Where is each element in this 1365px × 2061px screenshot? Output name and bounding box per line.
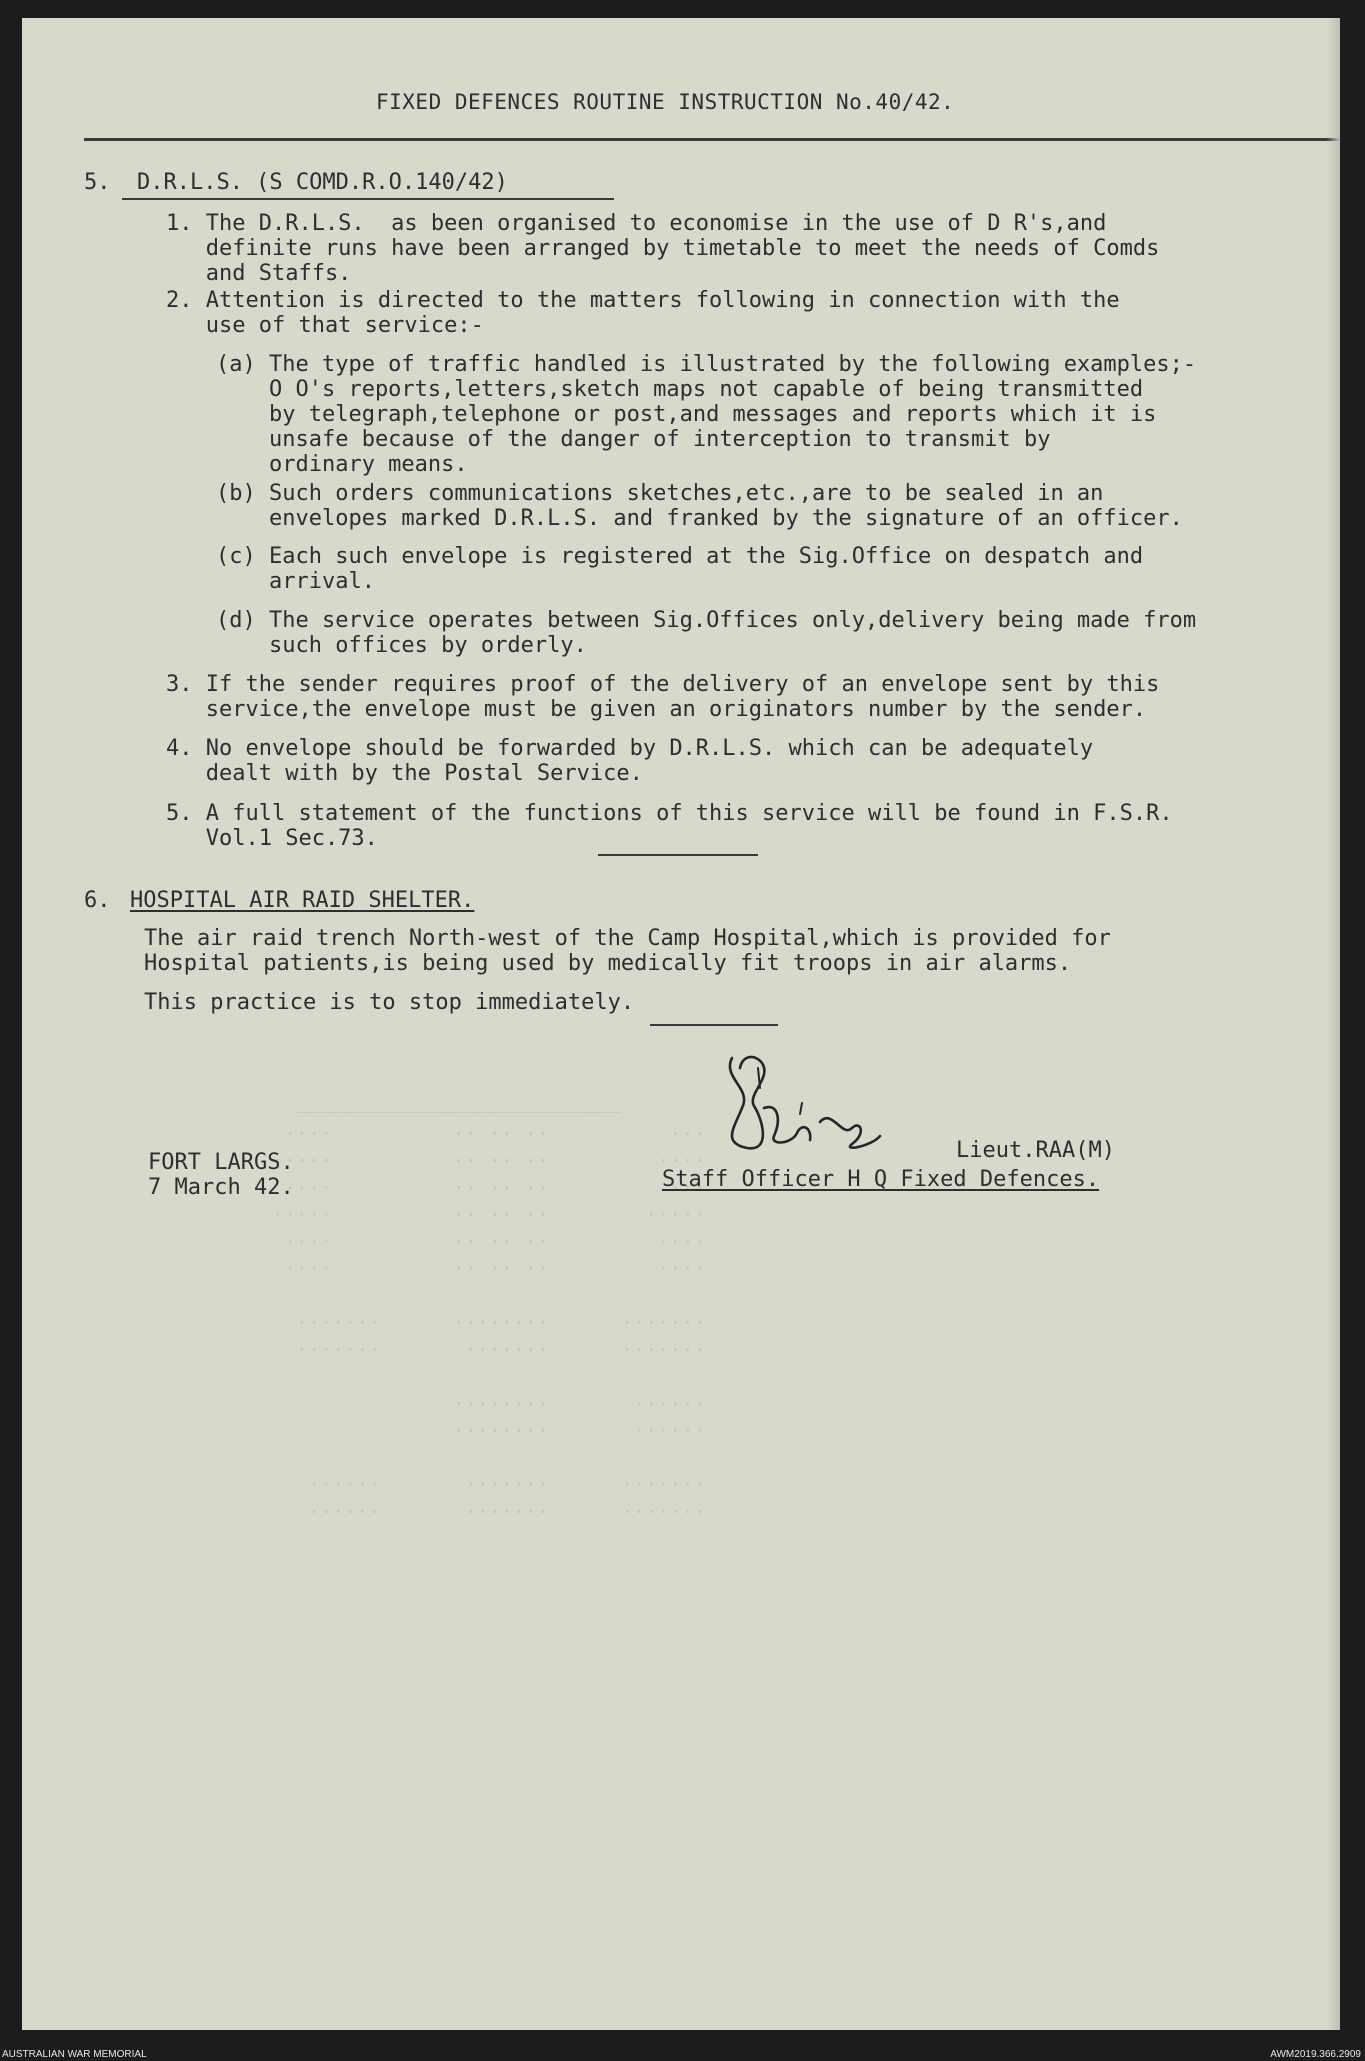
section-5-para-3: 3. If the sender requires proof of the delivery of an envelope sent by this service,the envelope must be given an originators number by the sender. bbox=[166, 672, 1160, 722]
archive-footer bbox=[0, 2048, 1365, 2061]
title-rule bbox=[84, 138, 1340, 141]
handwritten-signature bbox=[702, 1048, 902, 1168]
signatory-appointment: Staff Officer H Q Fixed Defences. bbox=[662, 1167, 1100, 1192]
section-5-para-1: 1. The D.R.L.S. as been organised to economise in the use of D R's,and definite runs have been arranged by timetable to meet the needs of Comds and Staffs. bbox=[166, 211, 1160, 286]
section-6-para-2: This practice is to stop immediately. bbox=[144, 990, 635, 1015]
section-5-sub-b: (b) Such orders communications sketches,etc.,are to be sealed in an envelopes marked D.R.L.S. and franked by the signature of an officer. bbox=[216, 481, 1183, 531]
section-6-heading: HOSPITAL AIR RAID SHELTER. bbox=[130, 888, 475, 913]
section-6-number: 6. bbox=[84, 888, 111, 913]
section-5-end-rule bbox=[598, 854, 758, 856]
section-5-heading bbox=[84, 170, 508, 195]
section-5-para-2: 2. Attention is directed to the matters following in connection with the use of that service:- bbox=[166, 288, 1120, 338]
signatory-rank: Lieut.RAA(M) bbox=[956, 1138, 1115, 1163]
section-5-heading-text: 5. D.R.L.S. (S COMD.R.O.140/42) bbox=[84, 170, 508, 195]
section-5-sub-d: (d) The service operates between Sig.Offices only,delivery being made from such offices by orderly. bbox=[216, 608, 1197, 658]
document-title: FIXED DEFENCES ROUTINE INSTRUCTION No.40/42. bbox=[376, 90, 955, 114]
section-5-sub-a: (a) The type of traffic handled is illustrated by the following examples;- O O's reports,letters,sketch maps not capable of being transmitted by telegraph,telephone or post,and messages and reports which it is unsafe because of the danger of interception to transmit by ordinary means. bbox=[216, 352, 1197, 477]
show-through-ghost-text: ___________________________ ... .. .. .. .... .... .. .. .. ..... ... .. .. .. .... ..... .. .. .. ..... .... .. .. .. .... .... .. .. .. .... ....... ........ ....... ....... ....... ....... ...... ........ ...... ........ ....... ....... ...... ....... ....... ...... bbox=[272, 1089, 706, 1518]
footer-institution: AUSTRALIAN WAR MEMORIAL bbox=[2, 2049, 147, 2060]
footer-accession-number: AWM2019.366.2909 bbox=[1270, 2049, 1361, 2060]
section-5-para-5: 5. A full statement of the functions of this service will be found in F.S.R. Vol.1 Sec.73. bbox=[166, 801, 1173, 851]
section-5-sub-c: (c) Each such envelope is registered at the Sig.Office on despatch and arrival. bbox=[216, 544, 1144, 594]
document-page bbox=[22, 18, 1340, 2030]
section-5-para-4: 4. No envelope should be forwarded by D.R.L.S. which can be adequately dealt with by the Postal Service. bbox=[166, 736, 1094, 786]
closing-place: FORT LARGS. bbox=[148, 1150, 294, 1175]
section-5-heading-underline bbox=[122, 198, 614, 200]
section-6-para-1: The air raid trench North-west of the Camp Hospital,which is provided for Hospital patients,is being used by medically fit troops in air alarms. bbox=[144, 926, 1111, 976]
closing-date: 7 March 42. bbox=[148, 1175, 294, 1200]
section-6-end-rule bbox=[650, 1024, 778, 1026]
